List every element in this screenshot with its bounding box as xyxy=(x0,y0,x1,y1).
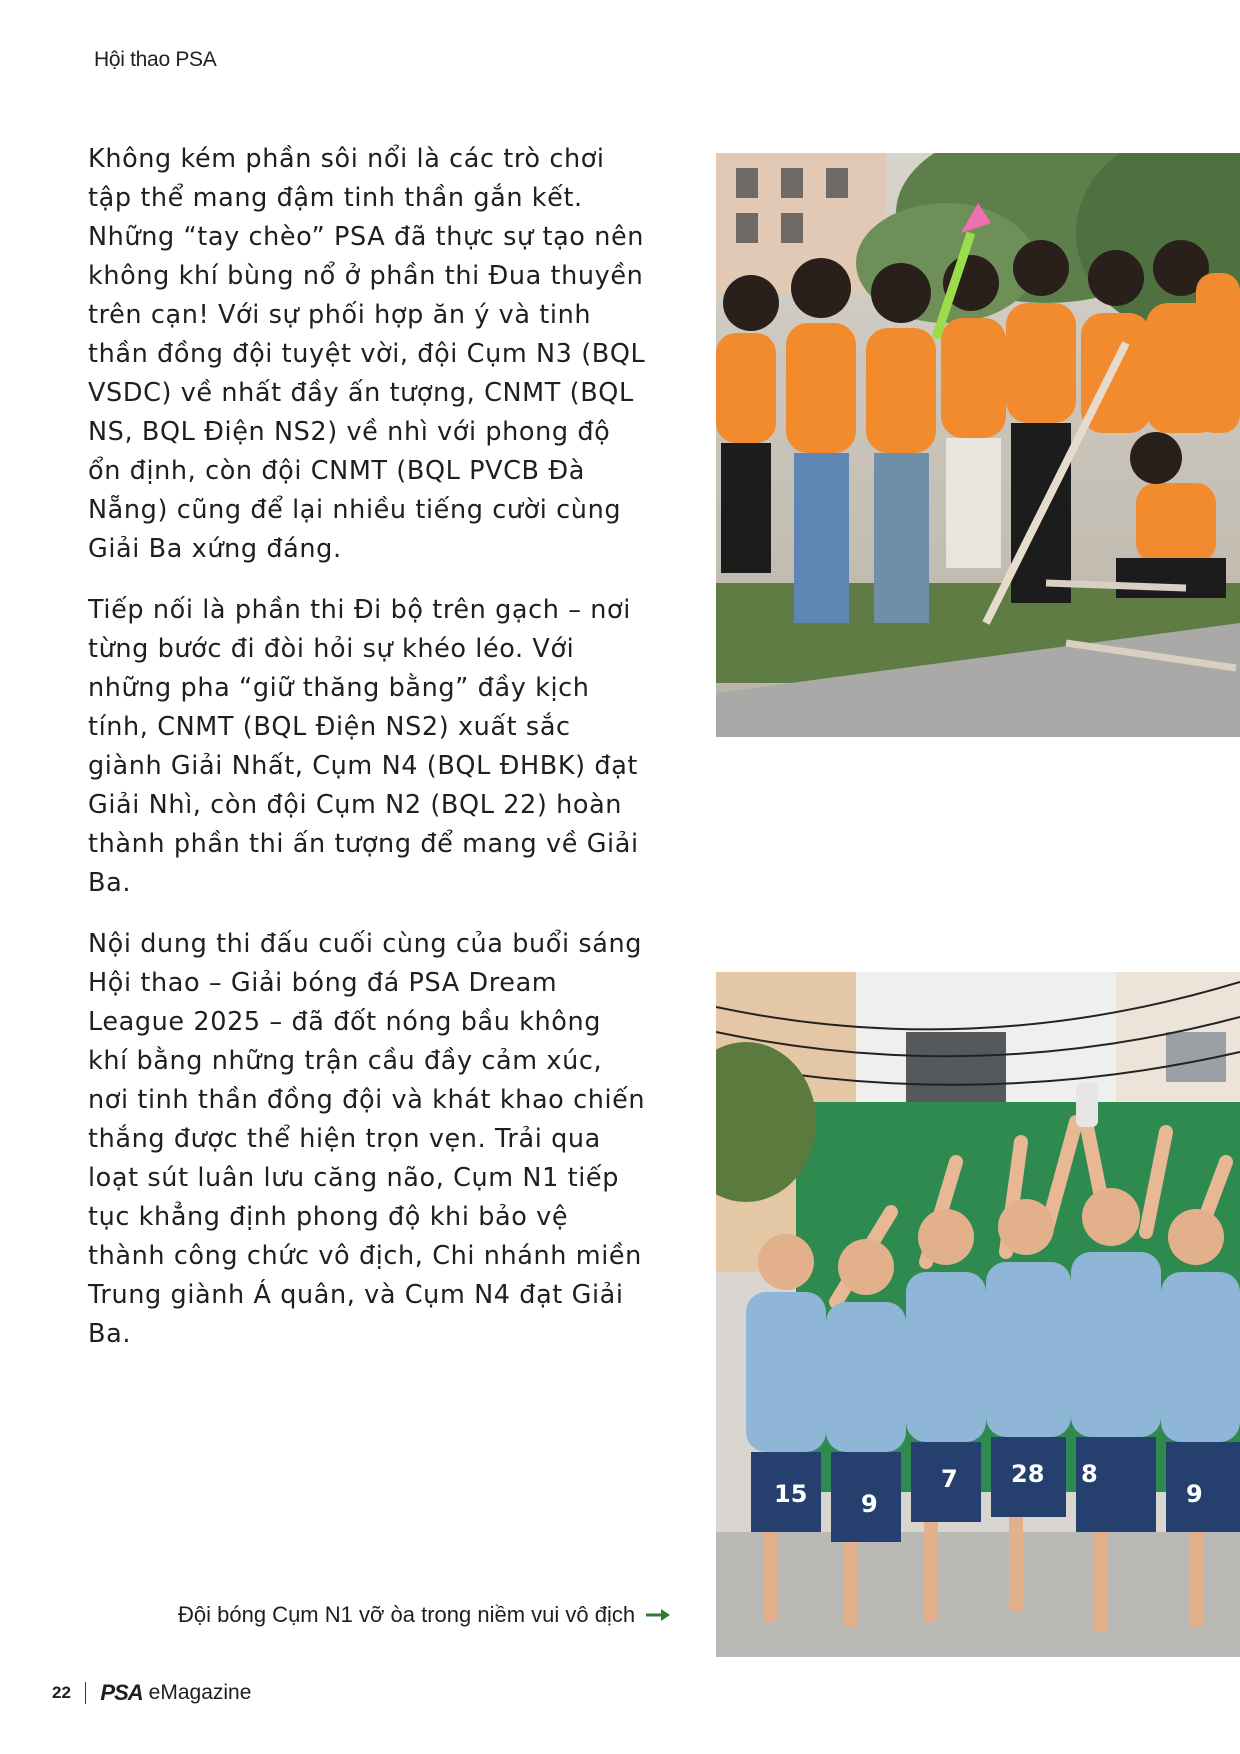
jersey-number-5: 8 xyxy=(1081,1460,1098,1488)
arrow-right-icon xyxy=(645,1608,671,1622)
article-paragraph-2: Tiếp nối là phần thi Đi bộ trên gạch – nơi từng bước đi đòi hỏi sự khéo léo. Với những pha “giữ thăng bằng” đầy kịch tính, CNMT (BQL Điện NS2) xuất sắc giành Giải Nhất, Cụm N4 (BQL ĐHBK) đạt Giải Nhì, còn đội Cụm N2 (BQL 22) hoàn thành phần thi ấn tượng để mang về Giải Ba. xyxy=(88,595,639,898)
jersey-number-2: 9 xyxy=(861,1490,878,1518)
jersey-number-1: 15 xyxy=(774,1480,808,1508)
publication-name: eMagazine xyxy=(148,1681,252,1704)
page-footer xyxy=(52,1680,251,1706)
photo-football-champions xyxy=(716,972,1240,1657)
jersey-number-4: 28 xyxy=(1011,1460,1045,1488)
brand-logo: PSA xyxy=(100,1680,143,1705)
article-body xyxy=(88,140,648,1376)
article-paragraph-1: Không kém phần sôi nổi là các trò chơi tập thể mang đậm tinh thần gắn kết. Những “tay chèo” PSA đã thực sự tạo nên không khí bùng nổ ở phần thi Đua thuyền trên cạn! Với sự phối hợp ăn ý và tinh thần đồng đội tuyệt vời, đội Cụm N3 (BQL VSDC) về nhất đầy ấn tượng, CNMT (BQL NS, BQL Điện NS2) về nhì với phong độ ổn định, còn đội CNMT (BQL PVCB Đà Nẵng) cũng để lại nhiều tiếng cười cùng Giải Ba xứng đáng. xyxy=(88,144,646,564)
page-number: 22 xyxy=(52,1683,71,1702)
photo-boat-race-game xyxy=(716,153,1240,737)
photo-boat-race-illustration xyxy=(716,153,1240,737)
photo-football-illustration xyxy=(716,972,1240,1657)
jersey-number-3: 7 xyxy=(941,1465,958,1493)
jersey-number-6: 9 xyxy=(1186,1480,1203,1508)
article-paragraph-3: Nội dung thi đấu cuối cùng của buổi sáng Hội thao – Giải bóng đá PSA Dream League 2025 – đã đốt nóng bầu không khí bằng những trận cầu đầy cảm xúc, nơi tinh thần đồng đội và khát khao chiến thắng được thể hiện trọn vẹn. Trải qua loạt sút luân lưu căng não, Cụm N1 tiếp tục khẳng định phong độ khi bảo vệ thành công chức vô địch, Chi nhánh miền Trung giành Á quân, và Cụm N4 đạt Giải Ba. xyxy=(88,929,646,1349)
photo-caption xyxy=(178,1602,671,1628)
caption-text: Đội bóng Cụm N1 vỡ òa trong niềm vui vô địch xyxy=(178,1602,636,1627)
section-header: Hội thao PSA xyxy=(94,48,217,71)
footer-divider xyxy=(85,1682,87,1704)
